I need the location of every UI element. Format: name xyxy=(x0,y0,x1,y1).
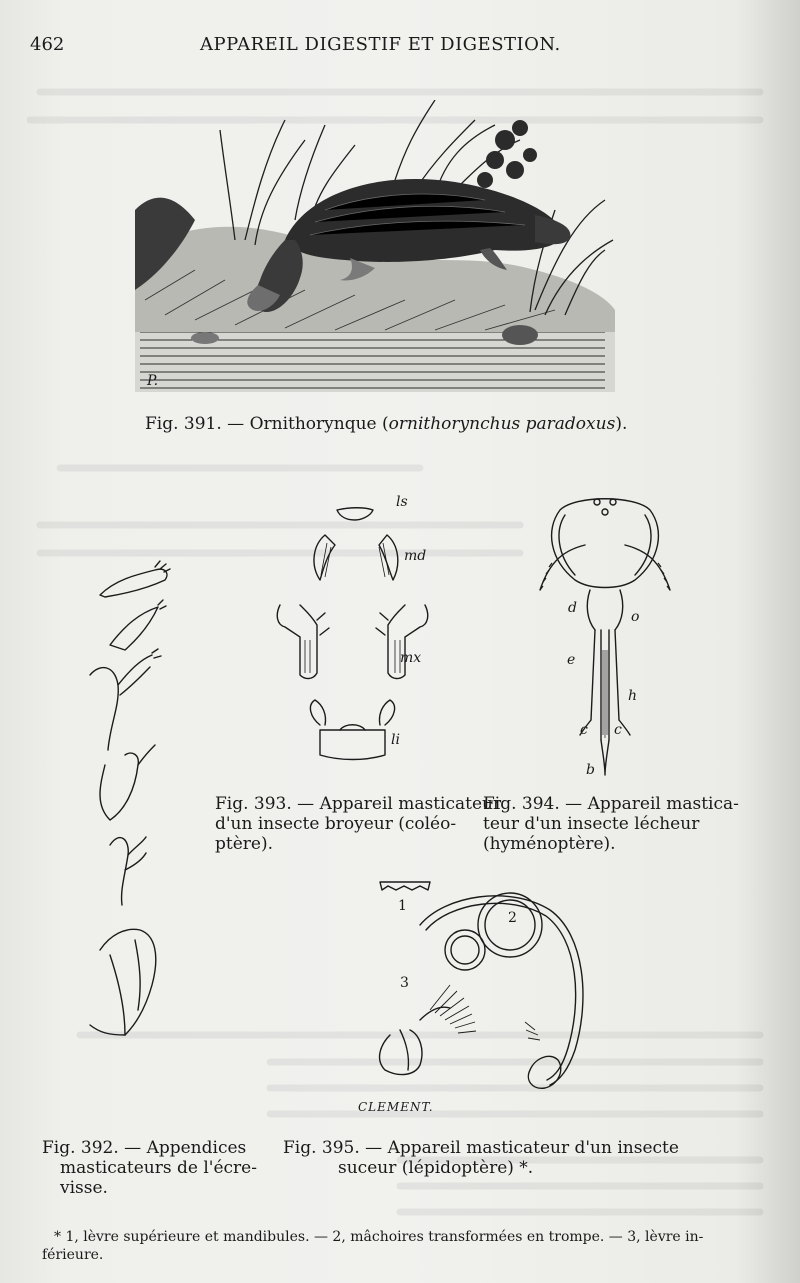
engraver-mark-p: P. xyxy=(147,373,159,389)
platypus-engraving xyxy=(135,100,615,395)
engraver-mark-clement: CLEMENT. xyxy=(358,1100,434,1114)
fig393-label-mx: mx xyxy=(400,650,422,666)
bee-mouthparts-drawing xyxy=(525,490,685,780)
fig395-label-2: 2 xyxy=(508,910,517,926)
beetle-mouthparts-drawing xyxy=(265,495,440,770)
fig395-label-1: 1 xyxy=(398,898,407,914)
fig394-caption: Fig. 394. — Appareil mastica- teur d'un insecte lécheur (hyménoptère). xyxy=(483,794,739,854)
fig394-label-b: b xyxy=(586,762,595,778)
crayfish-appendices-drawing xyxy=(80,555,180,1060)
fig394-label-c-left: c xyxy=(580,722,588,738)
fig393-label-li: li xyxy=(391,732,400,748)
fig393-label-md: md xyxy=(404,548,427,564)
fig395-label-3: 3 xyxy=(400,975,409,991)
fig394-label-e: e xyxy=(567,652,576,668)
fig393-caption: Fig. 393. — Appareil masticateur d'un insecte broyeur (coléo- ptère). xyxy=(215,794,502,854)
fig393-label-ls: ls xyxy=(396,494,408,510)
page-number: 462 xyxy=(30,34,65,55)
fig394-label-c-right: c xyxy=(614,722,622,738)
fig394-label-h: h xyxy=(628,688,638,704)
fig392-caption: Fig. 392. — Appendices masticateurs de l'écre- visse. xyxy=(42,1138,257,1198)
fig394-label-d: d xyxy=(568,600,577,616)
footnote: * 1, lèvre supérieure et mandibules. — 2, mâchoires transformées en trompe. — 3, lèvre in- férieure. xyxy=(42,1229,704,1263)
fig395-caption: Fig. 395. — Appareil masticateur d'un insecte suceur (lépidoptère) *. xyxy=(283,1138,679,1178)
butterfly-mouthparts-drawing xyxy=(360,870,600,1095)
fig394-label-o: o xyxy=(631,609,640,625)
running-title: APPAREIL DIGESTIF ET DIGESTION. xyxy=(200,34,561,55)
fig391-caption: Fig. 391. — Ornithorynque (ornithorynchus paradoxus). xyxy=(145,414,628,434)
